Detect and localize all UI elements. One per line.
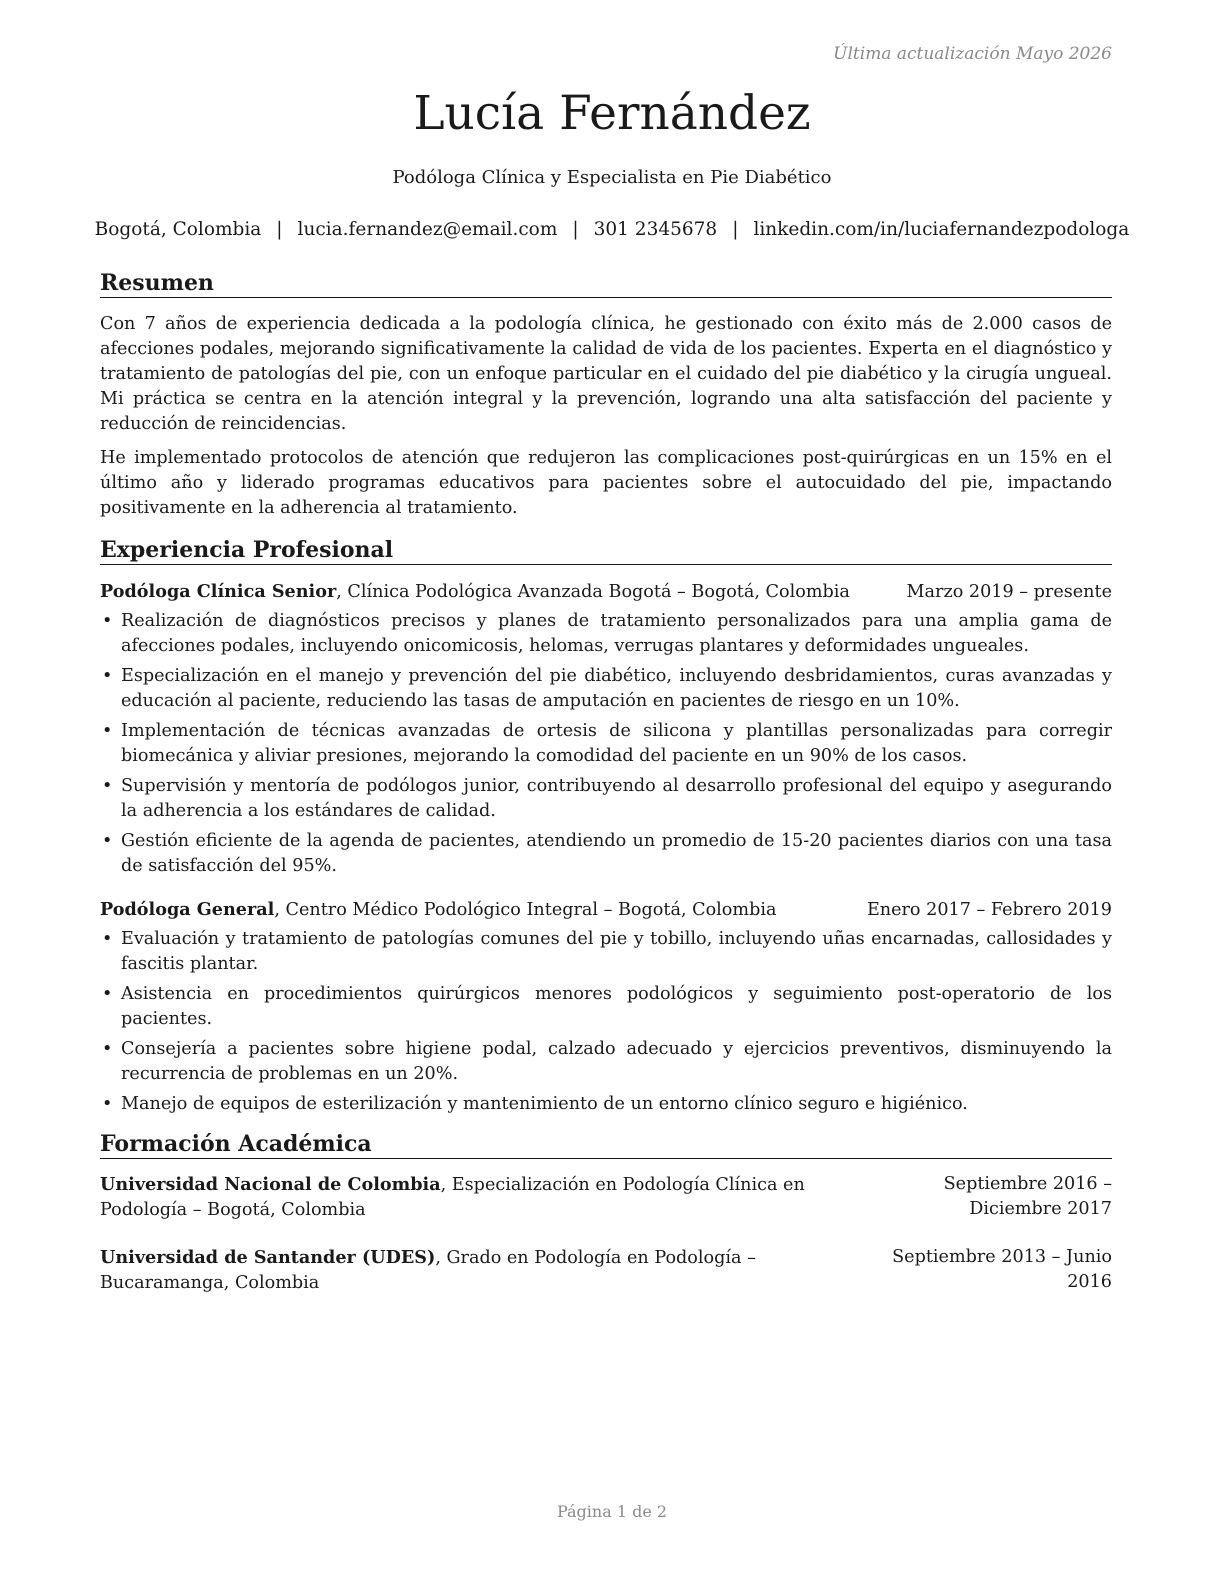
- job-org: , Centro Médico Podológico Integral – Bogotá, Colombia: [274, 900, 777, 920]
- summary-paragraph: He implementado protocolos de atención que redujeron las complicaciones post-quirúrgicas en un 15% en el último año y liderado programas educativos para pacientes sobre el autocuidado del pie, impactando positivamente en la adherencia al tratamiento.: [100, 448, 1112, 518]
- summary-paragraph: Con 7 años de experiencia dedicada a la podología clínica, he gestionado con éxito más de 2.000 casos de afecciones podales, mejorando significativamente la calidad de vida de los pacientes. Experta en el diagnóstico y tratamiento de patologías del pie, con un enfoque particular en el cuidado del pie diabético y la cirugía ungueal. Mi práctica se centra en la atención integral y la prevención, logrando una alta satisfacción del paciente y reducción de reincidencias.: [100, 314, 1112, 434]
- section-title-summary: Resumen: [100, 270, 1112, 298]
- contact-separator: |: [572, 219, 579, 240]
- bullet-item: • Especialización en el manejo y prevención del pie diabético, incluyendo desbridamientos, curas avanzadas y educación al paciente, reduciendo las tasas de amputación en pacientes de riesgo en un 10%.: [100, 664, 1112, 714]
- bullet-item: • Evaluación y tratamiento de patologías comunes del pie y tobillo, incluyendo uñas encarnadas, callosidades y fascitis plantar.: [100, 927, 1112, 977]
- contact-email[interactable]: lucia.fernandez@email.com: [297, 219, 558, 240]
- bullet-item: • Asistencia en procedimientos quirúrgicos menores podológicos y seguimiento post-operatorio de los pacientes.: [100, 982, 1112, 1032]
- education-institution: [100, 1172, 870, 1223]
- section-title-education: Formación Académica: [100, 1131, 1112, 1159]
- contact-linkedin[interactable]: linkedin.com/in/luciafernandezpodologa: [753, 219, 1130, 240]
- job-header: [100, 897, 1112, 923]
- contact-phone: 301 2345678: [593, 219, 718, 240]
- education-dates: Septiembre 2016 – Diciembre 2017: [943, 1174, 1112, 1219]
- bullet-item: • Gestión eficiente de la agenda de pacientes, atendiendo un promedio de 15-20 pacientes diarios con una tasa de satisfacción del 95%.: [100, 829, 1112, 879]
- job-bullets: [100, 927, 1112, 1117]
- education-school: Universidad Nacional de Colombia: [100, 1174, 441, 1195]
- contact-separator: |: [276, 219, 283, 240]
- education-institution: [100, 1245, 870, 1296]
- resume-content: [100, 270, 1112, 1296]
- contact-separator: |: [732, 219, 739, 240]
- job-header: [100, 579, 1112, 605]
- candidate-name: Lucía Fernández: [413, 86, 811, 141]
- education-detail: , Especialización en Podología Clínica en Podología – Bogotá, Colombia: [100, 1175, 805, 1220]
- bullet-item: • Implementación de técnicas avanzadas de ortesis de silicona y plantillas personalizadas para corregir biomecánica y aliviar presiones, mejorando la comodidad del paciente en un 90% de los casos.: [100, 719, 1112, 769]
- job-dates: Enero 2017 – Febrero 2019: [866, 900, 1112, 920]
- job-role-org: [100, 579, 850, 605]
- job-role-org: [100, 897, 776, 923]
- job-dates: Marzo 2019 – presente: [906, 582, 1112, 602]
- job-role: Podóloga General: [100, 899, 275, 920]
- education-item: [100, 1245, 1112, 1296]
- page-number: Página 1 de 2: [556, 1502, 668, 1521]
- job-bullets: [100, 609, 1112, 879]
- education-item: [100, 1172, 1112, 1223]
- job-role: Podóloga Clínica Senior: [100, 581, 337, 602]
- bullet-item: • Realización de diagnósticos precisos y planes de tratamiento personalizados para una amplia gama de afecciones podales, incluyendo onicomicosis, helomas, verrugas plantares y deformidades ungueales.: [100, 609, 1112, 659]
- bullet-item: • Consejería a pacientes sobre higiene podal, calzado adecuado y ejercicios preventivos, disminuyendo la recurrencia de problemas en un 20%.: [100, 1037, 1112, 1087]
- contact-location: Bogotá, Colombia: [94, 219, 262, 240]
- job-org: , Clínica Podológica Avanzada Bogotá – Bogotá, Colombia: [336, 582, 850, 602]
- contact-line: [0, 219, 1224, 240]
- education-school: Universidad de Santander (UDES): [100, 1247, 436, 1268]
- education-dates: Septiembre 2013 – Junio 2016: [892, 1247, 1112, 1292]
- section-title-experience: Experiencia Profesional: [100, 537, 1112, 565]
- bullet-item: • Supervisión y mentoría de podólogos junior, contribuyendo al desarrollo profesional del equipo y asegurando la adherencia a los estándares de calidad.: [100, 774, 1112, 824]
- education-detail: , Grado en Podología en Podología – Bucaramanga, Colombia: [100, 1248, 756, 1293]
- candidate-title: Podóloga Clínica y Especialista en Pie Diabético: [392, 167, 832, 188]
- last-updated: Última actualización Mayo 2026: [833, 44, 1112, 64]
- bullet-item: • Manejo de equipos de esterilización y mantenimiento de un entorno clínico seguro e higiénico.: [100, 1092, 1112, 1117]
